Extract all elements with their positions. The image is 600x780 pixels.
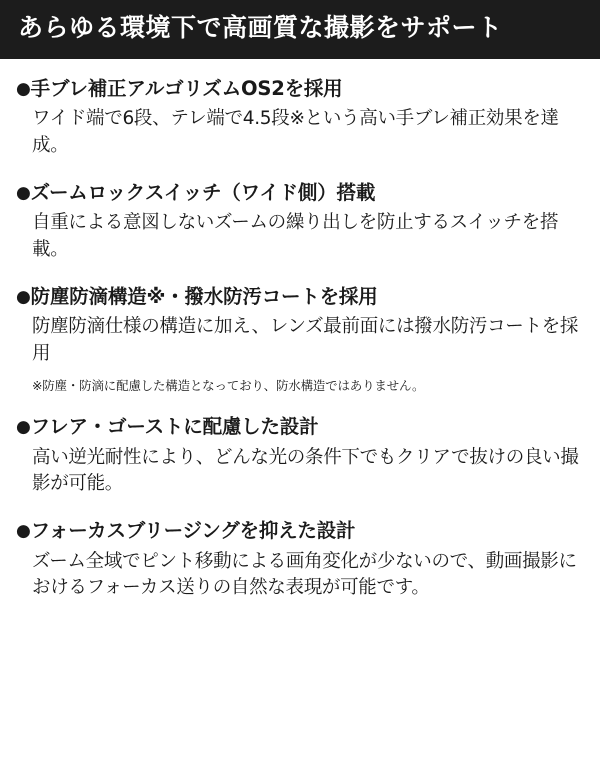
feature-body: 自重による意図しないズームの繰り出しを防止するスイッチを搭載。 [32, 212, 559, 260]
bullet-icon: ● [16, 521, 31, 542]
page-title: あらゆる環境下で高画質な撮影をサポート [18, 13, 503, 42]
feature-item [16, 519, 584, 602]
feature-heading-text: 防塵防滴構造※・撥水防汚コートを採用 [30, 284, 378, 308]
bullet-icon: ● [16, 417, 31, 438]
feature-heading-text: フレア・ゴーストに配慮した設計 [30, 415, 319, 439]
feature-item [16, 181, 584, 264]
feature-heading [16, 415, 584, 439]
feature-body: 高い逆光耐性により、どんな光の条件下でもクリアで抜けの良い撮影が可能。 [32, 446, 579, 495]
bullet-icon: ● [16, 78, 31, 99]
feature-body: 防塵防滴仕様の構造に加え、レンズ最前面には撥水防汚コートを採用 [32, 316, 579, 364]
bullet-icon: ● [16, 286, 31, 307]
feature-item [16, 415, 584, 498]
feature-item [16, 285, 584, 395]
feature-heading-text: ズームロックスイッチ（ワイド側）搭載 [30, 180, 376, 204]
feature-heading-text: フォーカスブリージングを抑えた設計 [30, 519, 356, 543]
feature-heading-text: 手ブレ補正アルゴリズムOS2を採用 [30, 76, 343, 100]
feature-heading [16, 519, 584, 543]
feature-list [0, 59, 600, 603]
feature-item [16, 77, 584, 160]
bullet-icon: ● [16, 182, 31, 203]
feature-body: ワイド端で6段、テレ端で4.5段※という高い手ブレ補正効果を達成。 [32, 108, 559, 156]
header-band [0, 0, 600, 59]
feature-heading [16, 181, 584, 205]
feature-note: ※防塵・防滴に配慮した構造となっており、防水構造ではありません。 [32, 377, 425, 393]
feature-heading [16, 77, 584, 101]
feature-body: ズーム全域でピント移動による画角変化が少ないので、動画撮影におけるフォーカス送りの自然な表現が可能です。 [32, 550, 577, 599]
feature-heading [16, 285, 584, 309]
